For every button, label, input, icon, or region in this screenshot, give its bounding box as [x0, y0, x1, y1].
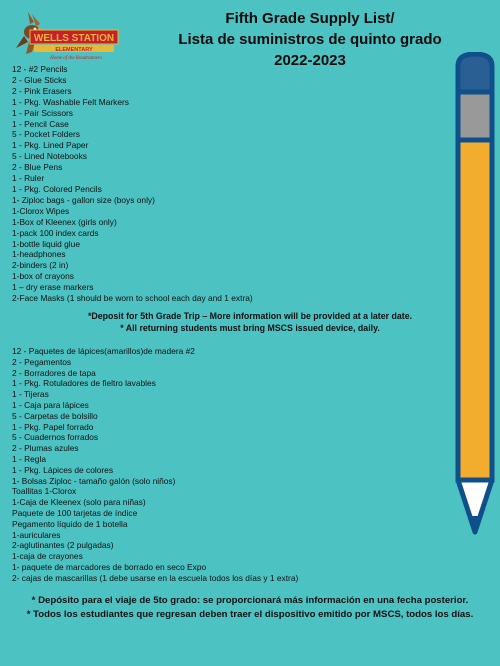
list-item: 1 - Ruler [12, 173, 45, 184]
page-title [160, 8, 460, 71]
list-item: 2 - Pink Erasers [12, 85, 72, 96]
list-item: 1-headphones [12, 249, 66, 260]
svg-text:Home of the Roadrunners: Home of the Roadrunners [50, 56, 102, 61]
list-item: 1 - Pkg. Rotuladores de fieltro lavables [12, 378, 156, 389]
list-item: 1-box of crayons [12, 271, 74, 282]
list-item: 1- paquete de marcadores de borrado en seco Expo [12, 561, 207, 572]
list-item: 1-Clorox Wipes [12, 205, 70, 216]
list-item: 1 - Caja para lápices [12, 399, 89, 410]
list-item: 1 - Pkg. Washable Felt Markers [12, 96, 129, 107]
list-item: 1-auriculares [12, 529, 61, 540]
list-item: 2 - Glue Sticks [12, 74, 67, 85]
list-item: 1 - Regla [12, 453, 46, 464]
list-item: 1 - Pair Scissors [12, 107, 73, 118]
deposit-note: *Deposit for 5th Grade Trip – More information will be provided at a later date. [87, 311, 413, 321]
english-supply-list [12, 64, 432, 304]
school-logo [10, 8, 120, 63]
list-item: 1-Caja de Kleenex (solo para niñas) [12, 497, 146, 508]
list-item: 1- Bolsas Ziploc - tamaño galón (solo niños) [12, 475, 176, 486]
list-item: 1 - Pencil Case [12, 118, 69, 129]
list-item: 1 - Pkg. Lined Paper [12, 140, 89, 151]
english-notes [0, 310, 500, 334]
list-item: 2-Face Masks (1 should be worn to school each day and 1 extra) [12, 293, 253, 304]
list-item: 2-aglutinantes (2 pulgadas) [12, 540, 114, 551]
svg-text:WELLS STATION: WELLS STATION [33, 33, 115, 44]
title-line-spanish: Lista de suministros de quinto grado [178, 31, 442, 48]
list-item: 1-Box of Kleenex (girls only) [12, 216, 117, 227]
list-item: 2 - Plumas azules [12, 443, 79, 454]
list-item: 1 - Pkg. Lápices de colores [12, 464, 114, 475]
list-item: 1-bottle liquid glue [12, 238, 80, 249]
list-item: 2 - Borradores de tapa [12, 367, 96, 378]
list-item: 5 - Cuadernos forrados [12, 432, 99, 443]
list-item: 2- cajas de mascarillas (1 debe usarse en la escuela todos los días y 1 extra) [12, 572, 299, 583]
list-item: 5 - Pocket Folders [12, 129, 80, 140]
list-item: 12 - #2 Pencils [12, 64, 68, 74]
pencil-icon [452, 52, 498, 552]
dispositivo-note: * Todos los estudiantes que regresan deben traer el dispositivo emitido por MSCS, todos los días. [26, 608, 474, 620]
list-item: 1 - Tijeras [12, 389, 49, 400]
list-item: 1 – dry erase markers [12, 282, 94, 293]
list-item: 2 - Blue Pens [12, 162, 63, 173]
list-item: 2 - Pegamentos [12, 356, 72, 367]
title-line-year: 2022-2023 [274, 52, 346, 69]
list-item: 1 - Pkg. Colored Pencils [12, 183, 102, 194]
device-note: * All returning students must bring MSCS issued device, daily. [120, 323, 380, 333]
list-item: 5 - Carpetas de bolsillo [12, 410, 98, 421]
svg-text:ELEMENTARY: ELEMENTARY [55, 47, 93, 53]
spanish-supply-list [12, 346, 432, 584]
list-item: 12 - Paquetes de lápices(amarillos)de madera #2 [12, 346, 195, 356]
list-item: 1-pack 100 index cards [12, 227, 99, 238]
spanish-notes [20, 594, 480, 621]
list-item: 1 - Pkg. Papel forrado [12, 421, 94, 432]
list-item: Paquete de 100 tarjetas de índice [12, 507, 138, 518]
list-item: 5 - Lined Notebooks [12, 151, 87, 162]
title-line-english: Fifth Grade Supply List/ [225, 10, 395, 27]
list-item: 1- Ziploc bags - gallon size (boys only) [12, 194, 155, 205]
list-item: 1-caja de crayones [12, 551, 83, 562]
list-item: 2-binders (2 in) [12, 260, 69, 271]
list-item: Toallitas 1-Clorox [12, 486, 77, 497]
deposito-note: * Depósito para el viaje de 5to grado: se proporcionará más información en una fecha posterior. [31, 595, 469, 606]
list-item: Pegamento líquido de 1 botella [12, 518, 128, 529]
